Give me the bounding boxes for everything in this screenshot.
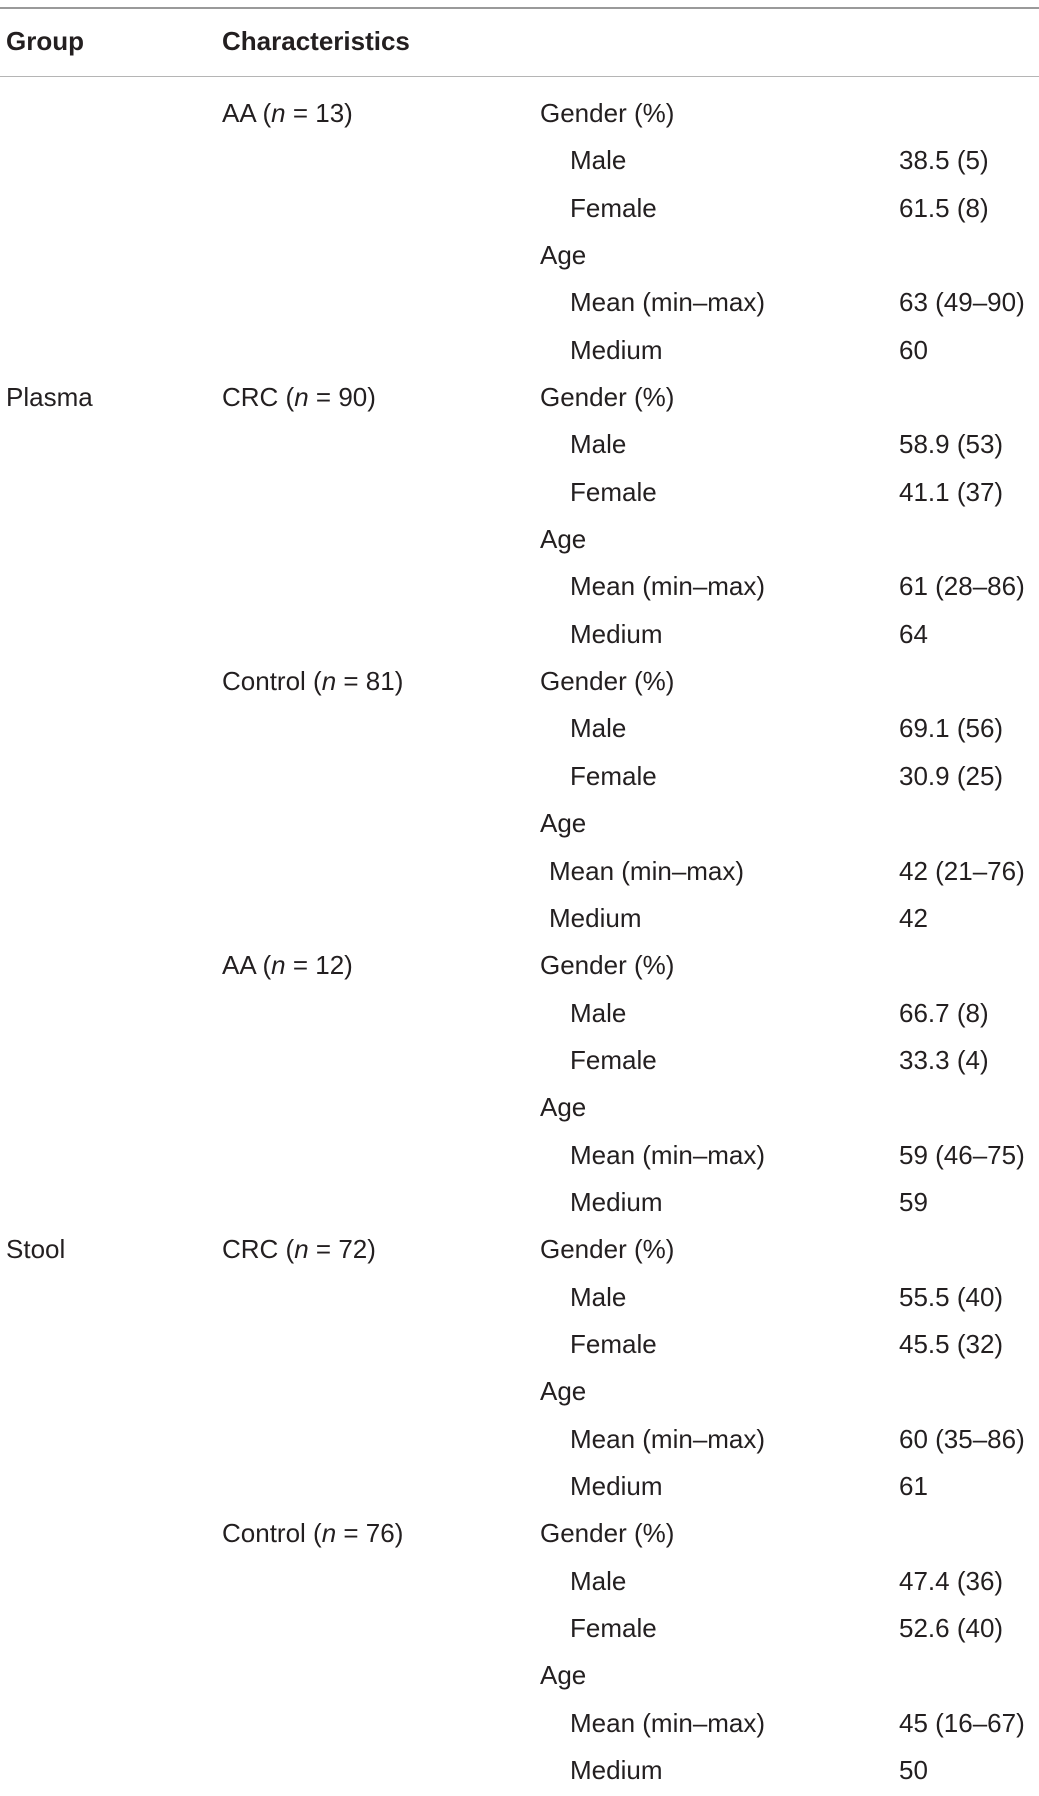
row-value: 64: [899, 618, 928, 649]
row-value: 45 (16–67): [899, 1707, 1025, 1738]
table-row: [0, 1228, 1039, 1275]
row-characteristic-label: Male: [570, 1281, 627, 1312]
table-row: [0, 1181, 1039, 1228]
subgroup-n-value: = 90): [308, 382, 376, 413]
row-group: Plasma: [6, 382, 93, 413]
row-characteristic-label: Gender (%): [540, 950, 675, 981]
row-characteristic-label: Medium: [549, 902, 642, 933]
row-characteristic-label: Age: [540, 808, 587, 839]
row-characteristic-label: Female: [570, 1044, 657, 1075]
row-value: 60 (35–86): [899, 1423, 1025, 1454]
table-row: [0, 755, 1039, 802]
table-row: [0, 281, 1039, 328]
subgroup-n-symbol: n: [294, 382, 309, 413]
row-characteristic-label: Female: [570, 1613, 657, 1643]
table-row: [0, 992, 1039, 1039]
table-row: [0, 613, 1039, 660]
table-header: [0, 20, 1039, 64]
subgroup-n-value: = 76): [336, 1518, 404, 1549]
row-subgroup: [222, 660, 403, 702]
row-characteristic-label: Gender (%): [540, 382, 675, 413]
subgroup-n-symbol: n: [321, 1518, 337, 1549]
table-row: [0, 423, 1039, 470]
row-value: 45.5 (32): [899, 1328, 1004, 1359]
subgroup-name: Control (: [222, 1518, 322, 1549]
row-group: Stool: [6, 1234, 66, 1265]
header-rule: [0, 76, 1039, 77]
subgroup-n-symbol: n: [271, 950, 286, 981]
subgroup-n-symbol: n: [321, 666, 337, 697]
table-row: [0, 1654, 1039, 1701]
row-characteristic-label: Mean (min–max): [570, 571, 766, 602]
row-value: 59: [899, 1186, 928, 1217]
row-characteristic-label: Female: [570, 192, 657, 223]
row-value: 52.6 (40): [899, 1613, 1004, 1643]
row-characteristic-label: Medium: [570, 1755, 663, 1786]
table-row: [0, 707, 1039, 754]
subgroup-n-value: = 13): [285, 98, 353, 128]
table-row: [0, 1607, 1039, 1654]
table-top-rule: [0, 7, 1039, 9]
subgroup-n-symbol: n: [294, 1234, 309, 1265]
row-value: 61: [899, 1470, 928, 1501]
header-characteristics: Characteristics: [222, 26, 410, 56]
row-characteristic-label: Age: [540, 1092, 587, 1123]
row-value: 59 (46–75): [899, 1139, 1025, 1170]
row-subgroup: [222, 1228, 376, 1270]
subgroup-name: CRC (: [222, 382, 295, 413]
row-characteristic-label: Mean (min–max): [570, 1707, 766, 1738]
table-row: [0, 1749, 1039, 1796]
row-characteristic-label: Male: [570, 145, 627, 176]
row-value: 61.5 (8): [899, 192, 989, 223]
row-value: 30.9 (25): [899, 760, 1004, 791]
row-value: 42: [899, 902, 928, 933]
table-row: [0, 565, 1039, 612]
table-body: [0, 92, 1039, 1796]
table-row: [0, 329, 1039, 376]
row-value: 58.9 (53): [899, 429, 1004, 460]
row-characteristic-label: Gender (%): [540, 1234, 675, 1265]
row-value: 33.3 (4): [899, 1044, 989, 1075]
subgroup-n-value: = 12): [285, 950, 353, 981]
row-value: 66.7 (8): [899, 997, 989, 1028]
row-characteristic-label: Medium: [570, 334, 663, 365]
row-value: 47.4 (36): [899, 1565, 1004, 1596]
row-value: 42 (21–76): [899, 855, 1025, 886]
table-row: [0, 92, 1039, 139]
row-characteristic-label: Male: [570, 997, 627, 1028]
table-row: [0, 1086, 1039, 1133]
row-subgroup: [222, 376, 376, 418]
row-subgroup: [222, 92, 353, 134]
table-row: [0, 518, 1039, 565]
row-value: 38.5 (5): [899, 145, 989, 176]
table-row: [0, 1039, 1039, 1086]
table-row: [0, 1134, 1039, 1181]
table-row: [0, 1560, 1039, 1607]
subgroup-name: Control (: [222, 666, 322, 697]
row-characteristic-label: Age: [540, 524, 587, 555]
row-value: 41.1 (37): [899, 476, 1004, 507]
row-value: 63 (49–90): [899, 287, 1025, 318]
row-value: 55.5 (40): [899, 1281, 1004, 1312]
subgroup-name: AA (: [222, 98, 272, 128]
row-subgroup: [222, 944, 353, 986]
row-value: 60: [899, 334, 928, 365]
row-characteristic-label: Age: [540, 240, 587, 271]
row-characteristic-label: Age: [540, 1660, 587, 1691]
table-row: [0, 1418, 1039, 1465]
subgroup-n-value: = 81): [336, 666, 404, 697]
row-characteristic-label: Medium: [570, 1470, 663, 1501]
subgroup-name: AA (: [222, 950, 272, 981]
table-row: [0, 187, 1039, 234]
row-subgroup: [222, 1512, 403, 1554]
table-row: [0, 850, 1039, 897]
table-row: [0, 1323, 1039, 1370]
row-characteristic-label: Mean (min–max): [549, 855, 745, 886]
row-characteristic-label: Mean (min–max): [570, 1139, 766, 1170]
row-characteristic-label: Male: [570, 1565, 627, 1596]
table-row: [0, 1276, 1039, 1323]
row-value: 61 (28–86): [899, 571, 1025, 602]
table-row: [0, 1465, 1039, 1512]
row-characteristic-label: Female: [570, 760, 657, 791]
table-row: [0, 471, 1039, 518]
row-characteristic-label: Male: [570, 429, 627, 460]
table-row: [0, 802, 1039, 849]
row-characteristic-label: Male: [570, 713, 627, 744]
table-row: [0, 660, 1039, 707]
table-row: [0, 1702, 1039, 1749]
table-row: [0, 234, 1039, 281]
row-characteristic-label: Gender (%): [540, 1518, 675, 1549]
row-characteristic-label: Female: [570, 476, 657, 507]
row-value: 50: [899, 1755, 928, 1786]
row-characteristic-label: Mean (min–max): [570, 1423, 766, 1454]
row-characteristic-label: Gender (%): [540, 666, 675, 697]
row-characteristic-label: Female: [570, 1328, 657, 1359]
table-row: [0, 897, 1039, 944]
row-characteristic-label: Medium: [570, 1186, 663, 1217]
header-group: Group: [6, 26, 84, 56]
table-row: [0, 376, 1039, 423]
row-characteristic-label: Gender (%): [540, 98, 675, 128]
table-row: [0, 944, 1039, 991]
table-row: [0, 1512, 1039, 1559]
table-row: [0, 1370, 1039, 1417]
row-value: 69.1 (56): [899, 713, 1004, 744]
table-row: [0, 139, 1039, 186]
row-characteristic-label: Medium: [570, 618, 663, 649]
subgroup-name: CRC (: [222, 1234, 295, 1265]
subgroup-n-value: = 72): [308, 1234, 376, 1265]
row-characteristic-label: Age: [540, 1376, 587, 1407]
row-characteristic-label: Mean (min–max): [570, 287, 766, 318]
subgroup-n-symbol: n: [271, 98, 286, 128]
